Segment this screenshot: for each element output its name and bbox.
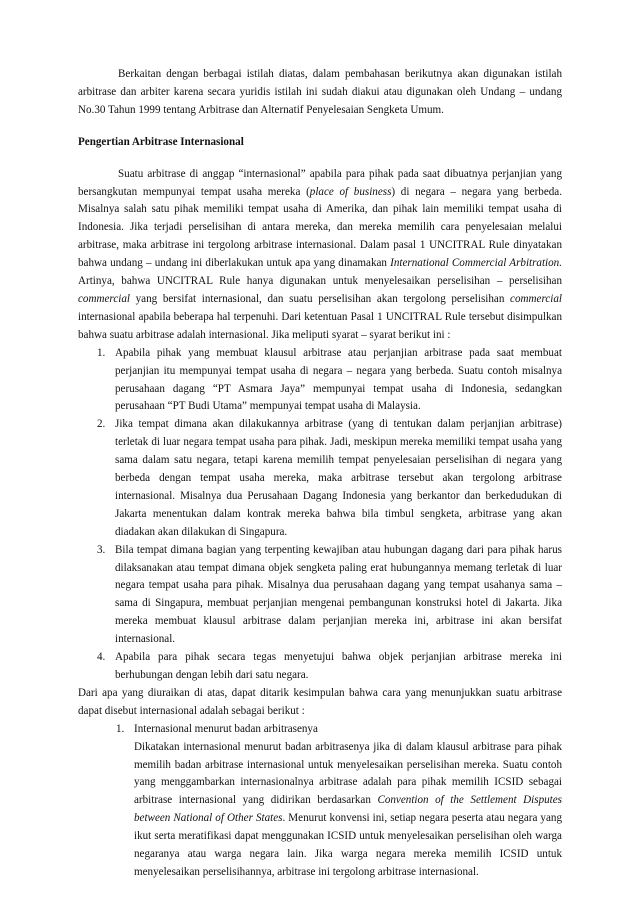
- list-item-text: Bila tempat dimana bagian yang terpenting kewajiban atau hubungan dagang dari para pihak harus dilaksanakan atau tempat dimana objek sengketa paling erat hubungannya memang terletak di luar negara tempat usaha para pihak. Misalnya dua perusahaan dagang yang tempat usahanya sama – sama di Singapura, membuat perjanjian mengenai pembangunan konstruksi hotel di Jakarta. Jika mereka membuat klausul arbitrase dalam perjanjian mereka ini, arbitrase ini akan bersifat internasional.: [115, 543, 562, 646]
- list-item-text: Jika tempat dimana akan dilakukannya arbitrase (yang di tentukan dalam perjanjian arbitrase) terletak di luar negara tempat usaha para pihak. Jadi, meskipun mereka memiliki tempat usaha yang sama dalam satu negara, tetapi karena memilih tempat penyelesaian perselisihan di negara yang berbeda dengan tempat usaha mereka, maka arbitrase tersebut akan tergolong arbitrase internasional. Misalnya dua Perusahaan Dagang Indonesia yang berkantor dan berkedudukan di Jakarta menentukan dalam kontrak mereka bahwa bila timbul sengketa, arbitrase yang akan diadakan akan dilakukan di Singapura.: [115, 418, 562, 538]
- list-item: [78, 345, 562, 417]
- list-number: 2.: [97, 418, 106, 431]
- paragraph-text: Artinya, bahwa UNCITRAL Rule hanya digunakan untuk menyelesaikan perselisihan – perselisihan: [78, 275, 562, 288]
- paragraph-text: Dikatakan internasional menurut badan arbitrasenya jika di dalam klausul arbitrase para pihak memilih badan arbitrase internasional untuk menyelesaikan perselisihan mereka. Suatu contoh yang menggambarkan internasionalnya arbitrase adalah para pihak memilih ICSID sebagai arbitrase internasional yang didirikan berdasarkan: [134, 740, 562, 807]
- emphasis-text: Convention of the Settlement Disputes between National of Other States: [134, 794, 562, 825]
- criteria-title: Internasional menurut badan arbitrasenya: [134, 722, 318, 735]
- list-item: [78, 542, 562, 649]
- conclusion-paragraph: Dari apa yang diuraikan di atas, dapat ditarik kesimpulan bahwa cara yang menunjukkan suatu arbitrase dapat disebut internasional adalah sebagai berikut :: [78, 686, 562, 717]
- criteria-text: [134, 741, 562, 878]
- document-page: [78, 66, 562, 882]
- paragraph-text: internasional apabila beberapa hal terpenuhi. Dari ketentuan Pasal 1 UNCITRAL Rule tersebut disimpulkan bahwa suatu arbitrase adalah internasional. Jika meliputi syarat – syarat berikut ini :: [78, 310, 562, 341]
- emphasis-text: place of business: [309, 185, 392, 198]
- list-number: 4.: [97, 651, 106, 664]
- emphasis-text: International Commercial Arbitration.: [390, 257, 562, 270]
- list-item: [78, 416, 562, 541]
- paragraph-text: ) di negara – negara yang berbeda. Misalnya salah satu pihak memiliki tempat usaha di Amerika, dan pihak lain memiliki tempat usaha di Indonesia. Jika terjadi perselisihan di antara mereka, dan mereka memilih cara penyelesaian melalui arbitrase, maka arbitrase ini tergolong arbitrase internasional. Dalam pasal 1 UNCITRAL Rule dinyatakan bahwa undang – undang ini diberlakukan untuk apa yang dinamakan: [78, 185, 562, 270]
- list-item: [78, 649, 562, 685]
- list-number: 3.: [97, 543, 106, 556]
- intro-paragraph: Berkaitan dengan berbagai istilah diatas, dalam pembahasan berikutnya akan digunakan istilah arbitrase dan arbiter karena secara yuridis istilah ini sudah diakui atau digunakan oleh Undang – undang No.30 Tahun 1999 tentang Arbitrase dan Alternatif Penyelesaian Sengketa Umum.: [78, 68, 562, 116]
- definition-paragraph: [78, 166, 562, 345]
- emphasis-text: commercial: [510, 292, 562, 305]
- list-item-text: Apabila para pihak secara tegas menyetujui bahwa objek perjanjian arbitrase mereka ini berhubungan dengan lebih dari satu negara.: [115, 651, 562, 681]
- criteria-list: [78, 721, 562, 882]
- emphasis-text: commercial: [78, 292, 130, 305]
- requirements-list: [78, 345, 562, 685]
- paragraph-text: . Menurut konvensi ini, setiap negara peserta atau negara yang ikut serta meratifikasi dapat menggunakan ICSID untuk menyelesaikan perselisihan oleh warga negaranya atau warga negara lain. Jika warga negara mereka memilih ICSID untuk menyelesaikan perselisihannya, arbitrase ini tergolong arbitrase internasional.: [134, 812, 562, 878]
- paragraph-text: Suatu arbitrase di anggap “internasional” apabila para pihak pada saat dibuatnya perjanjian yang bersangkutan mempunyai tempat usaha mereka (: [78, 167, 562, 198]
- list-item-text: Apabila pihak yang membuat klausul arbitrase atau perjanjian arbitrase pada saat membuat perjanjian itu mempunyai tempat usaha di negara – negara yang berbeda. Suatu contoh misalnya perusahaan dagang “PT Asmara Jaya” mempunyai tempat usaha di Indonesia, sedangkan perusahaan “PT Budi Utama” mempunyai tempat usaha di Malaysia.: [115, 346, 562, 413]
- list-number: 1.: [116, 722, 125, 735]
- section-heading: Pengertian Arbitrase Internasional: [78, 135, 244, 148]
- list-number: 1.: [97, 346, 106, 359]
- list-item: [78, 721, 562, 882]
- paragraph-text: yang bersifat internasional, dan suatu perselisihan akan tergolong perselisihan: [129, 292, 511, 305]
